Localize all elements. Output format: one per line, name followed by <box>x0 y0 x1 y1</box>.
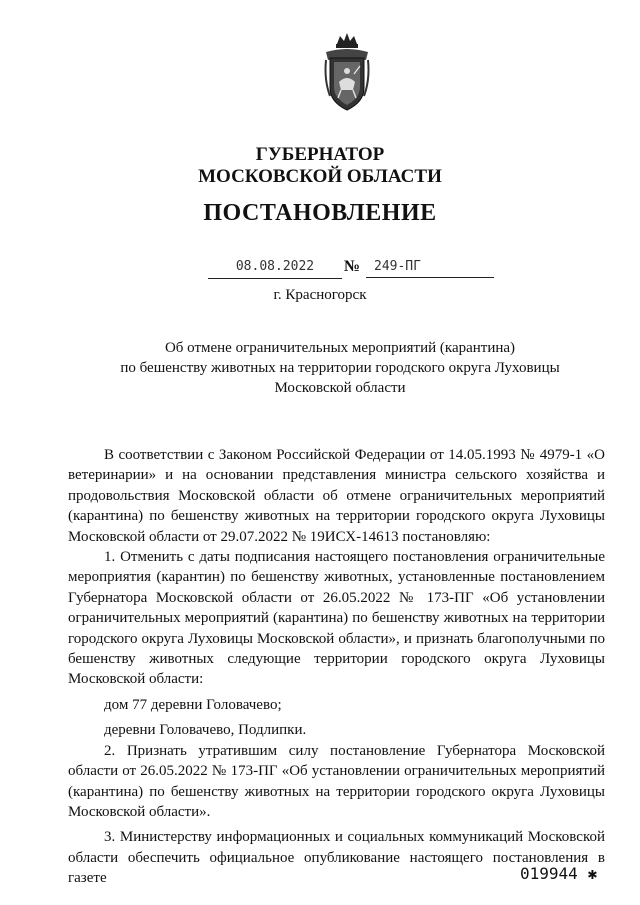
document-body <box>68 445 605 889</box>
issuer-title: ГУБЕРНАТОР <box>255 144 385 165</box>
item-2-paragraph: 2. Признать утратившим силу постановление Губернатора Московской области от 26.05.2022 № 173-ПГ «Об установлении ограничительных мероприятий (карантина) по бешенству животных на территории городского округа Луховицы Московской области». <box>68 742 605 820</box>
preamble-paragraph: В соответствии с Законом Российской Федерации от 14.05.1993 № 4979-1 «О ветеринарии» и на основании представления министра сельского хозяйства и продовольствия Московской области об отмене ограничительных мероприятий (карантина) по бешенству животных на территории городского округа Луховицы Московской области от 29.07.2022 № 19ИСХ-14613 постановляю: <box>68 447 605 545</box>
item-1-territory-a: дом 77 деревни Головачево; <box>104 696 282 713</box>
document-number: 249-ПГ <box>366 256 494 278</box>
serial-number: 019944 <box>520 864 578 883</box>
serial-stamp <box>520 863 610 885</box>
item-3-paragraph: 3. Министерству информационных и социальных коммуникаций Московской области обеспечить официальное опубликование настоящего постановления в газете <box>68 829 605 887</box>
subject-line: Об отмене ограничительных мероприятий (карантина) <box>164 340 516 356</box>
document-date: 08.08.2022 <box>208 256 342 279</box>
subject-line: по бешенству животных на территории городского округа Луховицы <box>120 360 560 376</box>
asterisk-mark-icon: ✱ <box>587 864 598 883</box>
document-type: ПОСТАНОВЛЕНИЕ <box>203 200 437 226</box>
document-subject <box>80 338 600 398</box>
issue-city: г. Красногорск <box>273 287 367 303</box>
item-1-paragraph: 1. Отменить с даты подписания настоящего постановления ограничительные мероприятия (карантин) по бешенству животных, установленные постановлением Губернатора Московской области от 26.05.2022 № 173-ПГ «Об установлении ограничительных мероприятий (карантина) по бешенству животных на территории городского округа Луховицы Московской области», и признать благополучными по бешенству животных следующие территории городского округа Луховицы Московской области: <box>68 549 605 688</box>
subject-line: Московской области <box>274 380 406 396</box>
item-1-territory-b: деревни Головачево, Подлипки. <box>104 722 307 739</box>
number-sign: № <box>344 258 361 275</box>
issuer-region: МОСКОВСКОЙ ОБЛАСТИ <box>198 166 442 187</box>
coat-of-arms-icon <box>322 30 372 114</box>
